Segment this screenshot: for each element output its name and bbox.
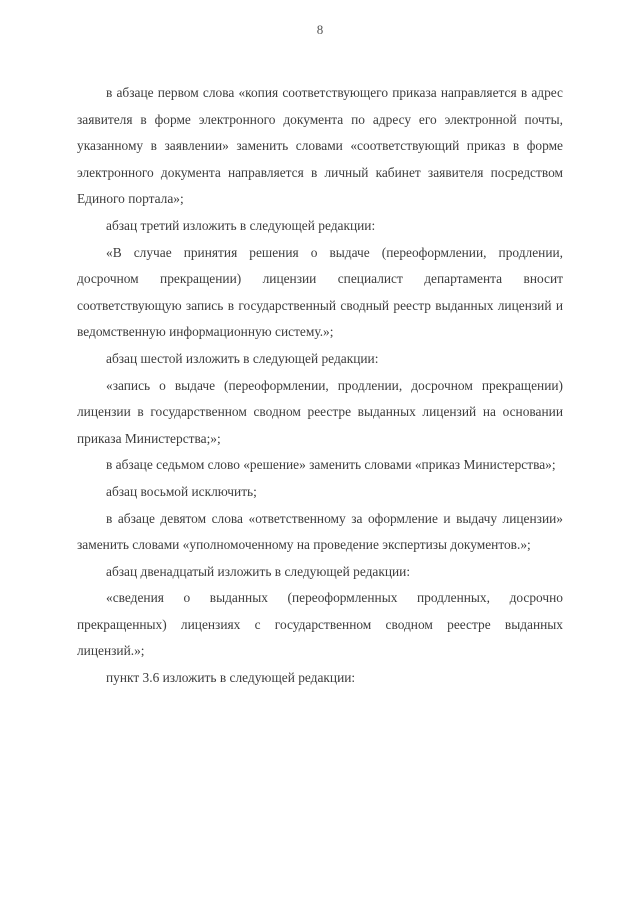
document-body [77, 80, 563, 692]
paragraph-2: абзац третий изложить в следующей редакции: [106, 217, 376, 233]
paragraph-11: пункт 3.6 изложить в следующей редакции: [106, 670, 356, 686]
paragraph-4: абзац шестой изложить в следующей редакции: [106, 350, 379, 366]
paragraph-5: «запись о выдаче (переоформлении, продлении, досрочном прекращении) лицензии в государственном сводном реестре выданных лицензий на основании приказа Министерства;»; [77, 377, 563, 446]
paragraph-6: в абзаце седьмом слово «решение» заменить словами «приказ Министерства»; [106, 457, 556, 473]
paragraph-8: в абзаце девятом слова «ответственному за оформление и выдачу лицензии» заменить словами «уполномоченному на проведение экспертизы документов.»; [77, 510, 563, 553]
paragraph-3: «В случае принятия решения о выдаче (переоформлении, продлении, досрочном прекращении) лицензии специалист департамента вносит соответствующую запись в государственный сводный реестр выданных лицензий и ведомственную информационную систему.»; [77, 244, 563, 340]
page-number: 8 [316, 22, 324, 37]
paragraph-9: абзац двенадцатый изложить в следующей редакции: [106, 563, 411, 579]
paragraph-7: абзац восьмой исключить; [106, 483, 257, 499]
paragraph-1: в абзаце первом слова «копия соответствующего приказа направляется в адрес заявителя в форме электронного документа по адресу его электронной почты, указанному в заявлении» заменить словами «соответствующий приказ в форме электронного документа направляется в личный кабинет заявителя посредством Единого портала»; [77, 85, 563, 207]
paragraph-10: «сведения о выданных (переоформленных продленных, досрочно прекращенных) лицензиях с государственном сводном реестре выданных лицензий.»; [77, 590, 563, 659]
